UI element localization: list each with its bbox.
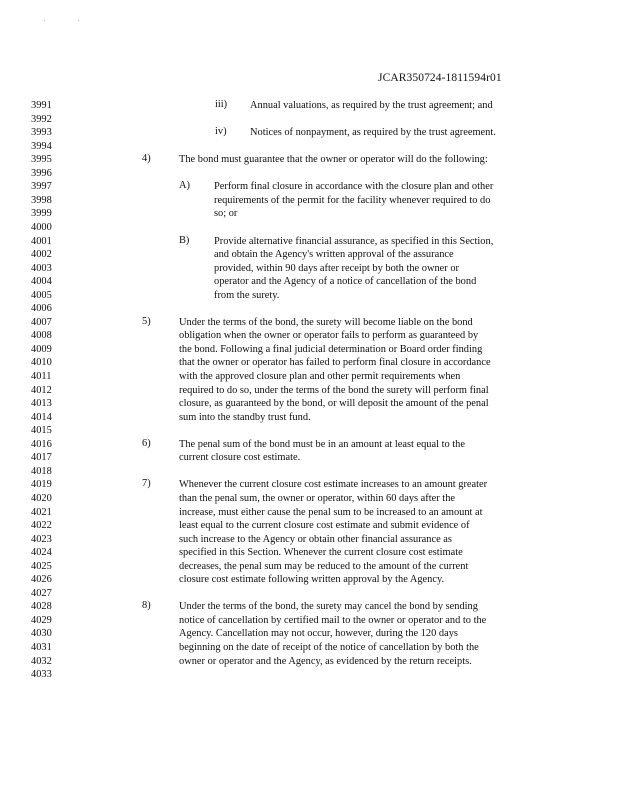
line-number: 4013 bbox=[31, 398, 52, 410]
line-number: 4023 bbox=[31, 533, 52, 545]
line-number: 4032 bbox=[31, 655, 52, 667]
item-text-line: the bond. Following a final judicial determination or Board order finding bbox=[179, 343, 483, 355]
line-number: 4033 bbox=[31, 669, 52, 681]
item-text-line: increase, must either cause the penal sum to be increased to an amount at bbox=[179, 506, 483, 518]
line-number: 3996 bbox=[31, 167, 52, 179]
item-number: iii) bbox=[215, 99, 228, 110]
item-text-line: operator and the Agency of a notice of cancellation of the bond bbox=[214, 276, 477, 288]
line-number: 3995 bbox=[31, 154, 52, 166]
corner-mark-left: ' bbox=[44, 20, 46, 26]
line-number: 3991 bbox=[31, 100, 52, 111]
item-text-line: sum into the standby trust fund. bbox=[179, 411, 311, 423]
line-number: 4026 bbox=[31, 574, 52, 586]
corner-mark-right: ' bbox=[78, 20, 80, 26]
line-number: 4029 bbox=[31, 614, 52, 626]
item-text-line: The penal sum of the bond must be in an amount at least equal to the bbox=[179, 438, 465, 450]
line-number: 4020 bbox=[31, 492, 52, 504]
line-number: 4010 bbox=[31, 357, 52, 369]
item-text-line: specified in this Section. Whenever the current closure cost estimate bbox=[179, 547, 463, 559]
item-text-line: and obtain the Agency's written approval of the assurance bbox=[214, 249, 454, 261]
line-number: 4015 bbox=[31, 425, 52, 437]
line-number: 4007 bbox=[31, 316, 52, 328]
line-number: 4016 bbox=[31, 438, 52, 450]
item-text-line: Agency. Cancellation may not occur, however, during the 120 days bbox=[179, 628, 458, 640]
item-text-line: provided, within 90 days after receipt by both the owner or bbox=[214, 262, 459, 274]
item-text-line: requirements of the permit for the facility whenever required to do bbox=[214, 194, 491, 206]
line-number: 4006 bbox=[31, 303, 52, 315]
line-number: 4024 bbox=[31, 547, 52, 559]
item-text-line: such increase to the Agency or obtain other financial assurance as bbox=[179, 533, 452, 545]
item-text-line: current closure cost estimate. bbox=[179, 452, 301, 464]
line-number: 4003 bbox=[31, 262, 52, 274]
item-number: 4) bbox=[142, 153, 151, 165]
item-text-line: least equal to the current closure cost estimate and submit evidence of bbox=[179, 520, 470, 532]
item-text-line: with the approved closure plan and other permit requirements when bbox=[179, 371, 461, 382]
item-text-line: Perform final closure in accordance with the closure plan and other bbox=[214, 181, 494, 193]
item-number: 5) bbox=[142, 315, 151, 327]
item-text-line: notice of cancellation by certified mail to the owner or operator and to the bbox=[179, 614, 487, 626]
item-text-line: closure, as guaranteed by the bond, or will deposit the amount of the penal bbox=[179, 398, 489, 410]
line-number: 4005 bbox=[31, 289, 52, 301]
line-number: 4011 bbox=[31, 371, 52, 382]
line-number: 4025 bbox=[31, 560, 52, 572]
line-number: 3997 bbox=[31, 181, 52, 193]
item-number: B) bbox=[179, 234, 190, 246]
item-text-line: that the owner or operator has failed to perform final closure in accordance bbox=[179, 357, 491, 369]
item-text-line: Whenever the current closure cost estimate increases to an amount greater bbox=[179, 479, 488, 491]
item-number: iv) bbox=[215, 126, 227, 138]
line-number: 4017 bbox=[31, 452, 52, 464]
item-text-line: Under the terms of the bond, the surety will become liable on the bond bbox=[179, 316, 473, 328]
item-text-line: obligation when the owner or operator fails to perform as guaranteed by bbox=[179, 330, 479, 342]
line-number: 4012 bbox=[31, 384, 52, 396]
item-number: A) bbox=[179, 180, 190, 192]
item-text-line: owner or operator and the Agency, as evidenced by the return receipts. bbox=[179, 655, 472, 667]
line-number: 4030 bbox=[31, 628, 52, 640]
item-number: 6) bbox=[142, 437, 151, 449]
item-text-line: closure cost estimate following written approval by the Agency. bbox=[179, 574, 445, 586]
line-number: 4028 bbox=[31, 601, 52, 613]
item-text-line: decreases, the penal sum may be reduced to the amount of the current bbox=[179, 560, 469, 572]
item-text-line: from the surety. bbox=[214, 289, 280, 301]
item-text-line: Provide alternative financial assurance, as specified in this Section, bbox=[214, 235, 494, 247]
line-number: 4018 bbox=[31, 465, 52, 477]
item-text-line: Annual valuations, as required by the trust agreement; and bbox=[250, 100, 493, 111]
line-number: 4014 bbox=[31, 411, 52, 423]
line-number: 4009 bbox=[31, 343, 52, 355]
line-number: 4004 bbox=[31, 276, 52, 288]
document-id: JCAR350724-1811594r01 bbox=[378, 72, 502, 84]
line-number: 3994 bbox=[31, 140, 52, 152]
item-text-line: beginning on the date of receipt of the notice of cancellation by both the bbox=[179, 642, 479, 653]
item-text-line: required to do so, under the terms of the bond the surety will perform final bbox=[179, 384, 489, 396]
line-number: 4021 bbox=[31, 506, 52, 518]
line-number: 3992 bbox=[31, 113, 52, 125]
line-number: 4027 bbox=[31, 587, 52, 599]
item-text-line: Under the terms of the bond, the surety may cancel the bond by sending bbox=[179, 601, 478, 613]
line-number: 4002 bbox=[31, 249, 52, 261]
item-text-line: so; or bbox=[214, 208, 238, 220]
line-number: 4022 bbox=[31, 520, 52, 532]
line-number: 4001 bbox=[31, 235, 52, 247]
item-number: 8) bbox=[142, 600, 151, 612]
line-number: 4019 bbox=[31, 479, 52, 491]
item-text-line: The bond must guarantee that the owner or operator will do the following: bbox=[179, 154, 488, 166]
line-number: 4000 bbox=[31, 221, 52, 233]
line-number: 3998 bbox=[31, 194, 52, 206]
line-number: 3999 bbox=[31, 208, 52, 220]
item-text-line: than the penal sum, the owner or operator, within 60 days after the bbox=[179, 492, 456, 504]
item-text-line: Notices of nonpayment, as required by the trust agreement. bbox=[250, 127, 496, 139]
line-number: 4031 bbox=[31, 642, 52, 653]
item-number: 7) bbox=[142, 478, 151, 490]
line-number: 4008 bbox=[31, 330, 52, 342]
line-number: 3993 bbox=[31, 127, 52, 139]
